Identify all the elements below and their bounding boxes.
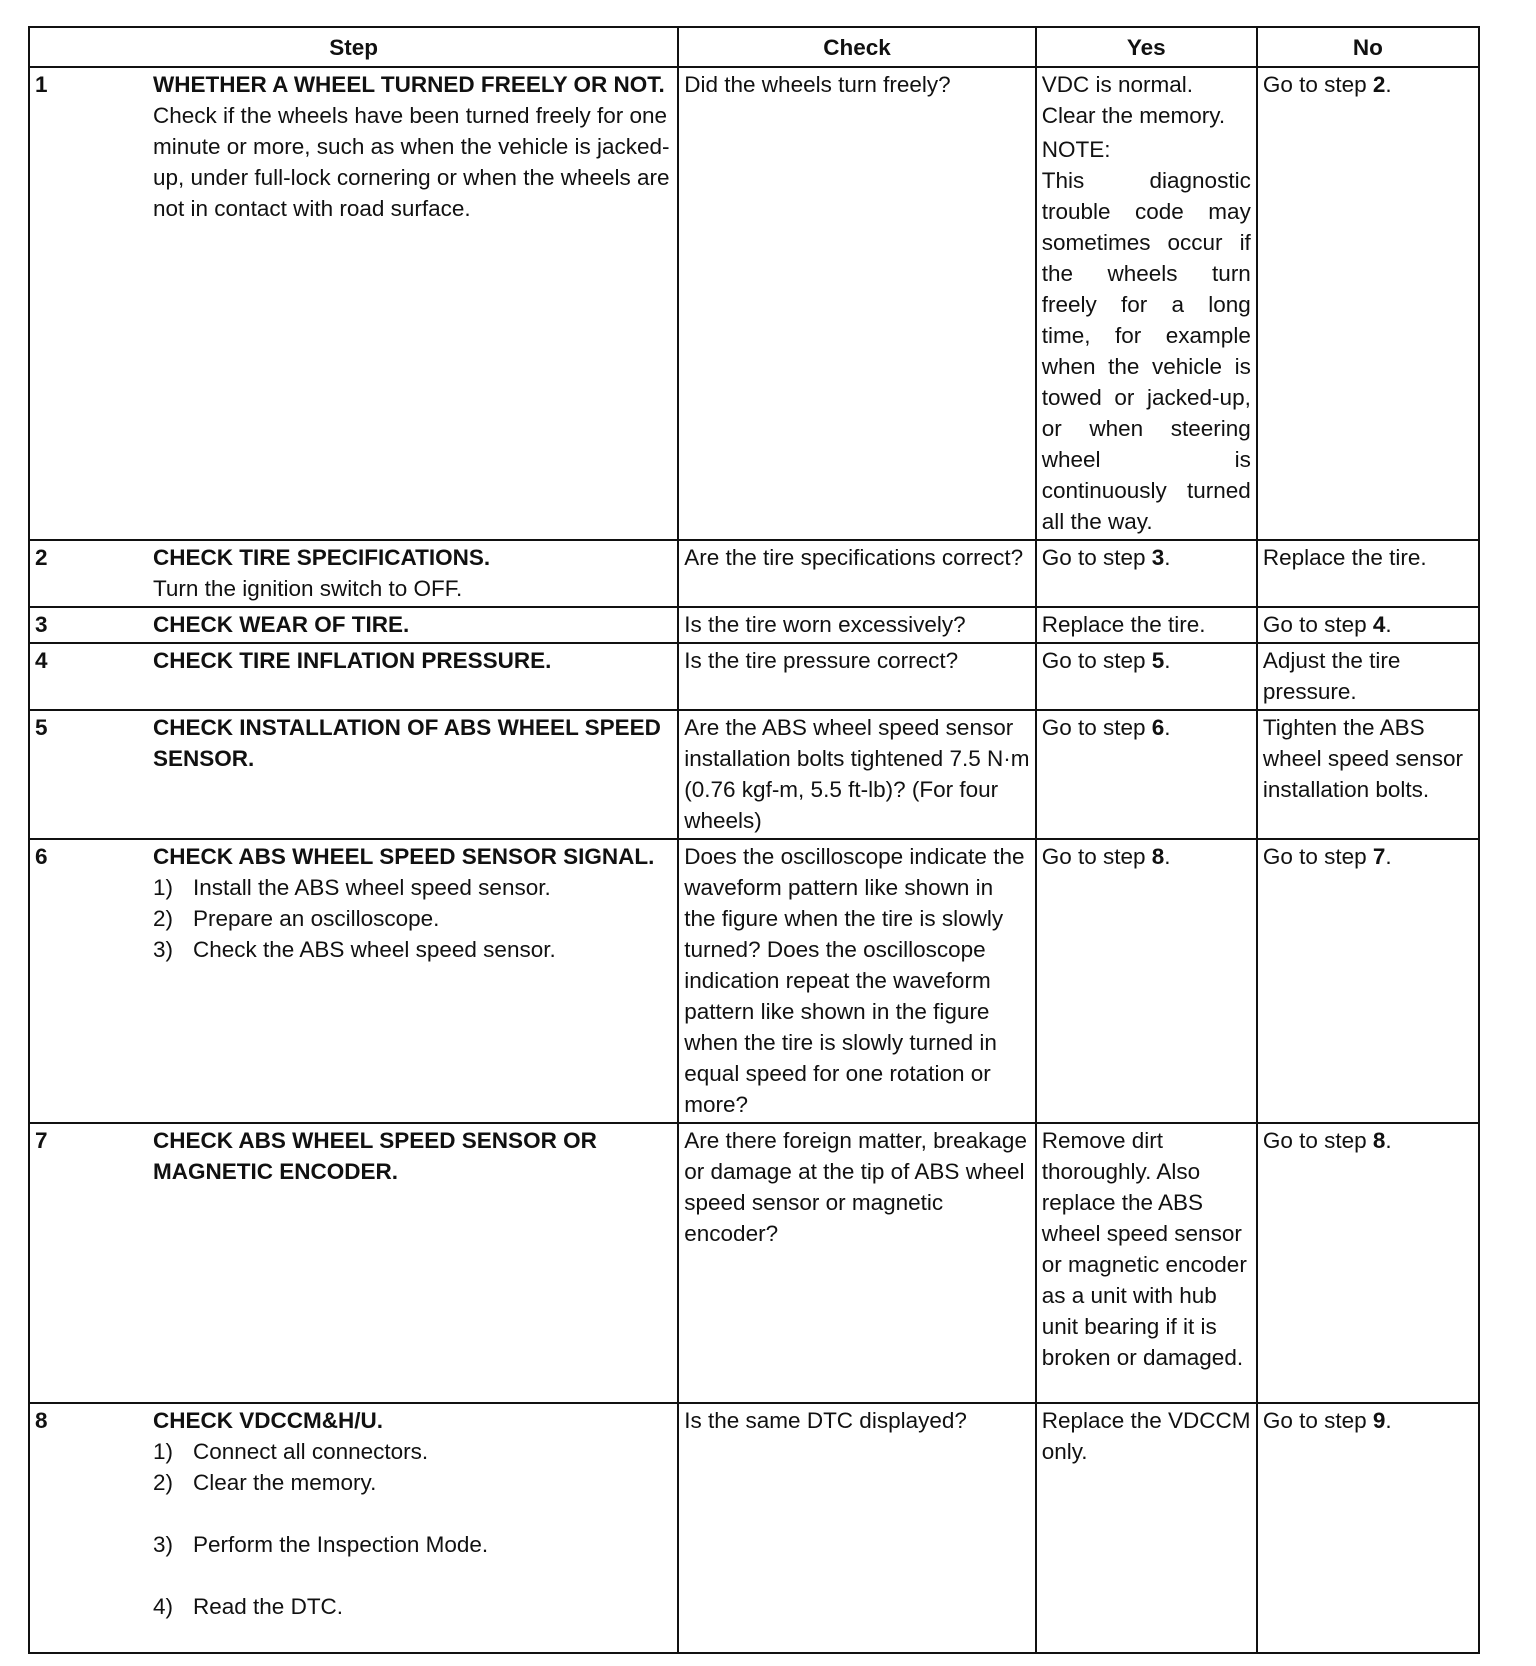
substep-number: 4) — [153, 1594, 174, 1619]
table-row — [29, 1403, 1479, 1653]
goto-step-number: 8 — [1372, 1128, 1386, 1153]
note-text: This diagnostic trouble code may sometimes occur if the wheels turn freely for a long time, for example when the vehicle is towed or jacked-up, or when steering wheel is continuously turned all the way. — [1041, 168, 1251, 534]
diagnostic-table — [28, 26, 1480, 1654]
step-title: CHECK TIRE INFLATION PRESSURE. — [153, 648, 552, 673]
step-number: 8 — [35, 1408, 48, 1433]
table-row — [29, 839, 1479, 1123]
check-cell: Did the wheels turn freely? — [678, 67, 1035, 540]
goto-prefix: Go to step — [1262, 1128, 1367, 1153]
step-cell — [29, 710, 678, 839]
goto-step-number: 2 — [1372, 72, 1386, 97]
step-cell — [29, 1123, 678, 1403]
check-cell: Are the tire specifications correct? — [678, 540, 1035, 607]
check-cell: Are there foreign matter, breakage or damage at the tip of ABS wheel speed sensor or magnetic encoder? — [678, 1123, 1035, 1403]
substep-text: Perform the Inspection Mode. — [193, 1532, 489, 1557]
no-cell — [1257, 607, 1479, 643]
goto-prefix: Go to step — [1262, 844, 1367, 869]
goto-suffix: . — [1385, 612, 1392, 637]
no-cell: Adjust the tire pressure. — [1257, 643, 1479, 710]
no-cell: Replace the tire. — [1257, 540, 1479, 607]
goto-prefix: Go to step — [1262, 1408, 1367, 1433]
substep-item — [153, 1436, 672, 1467]
substep-text: Prepare an oscilloscope. — [193, 906, 440, 931]
substep-item — [153, 903, 672, 934]
goto-step-number: 6 — [1151, 715, 1165, 740]
check-cell: Is the same DTC displayed? — [678, 1403, 1035, 1653]
step-number: 2 — [35, 545, 48, 570]
step-title: CHECK INSTALLATION OF ABS WHEEL SPEED SENSOR. — [153, 715, 661, 771]
step-cell — [29, 607, 678, 643]
substep-text: Check the ABS wheel speed sensor. — [193, 937, 556, 962]
step-title: WHETHER A WHEEL TURNED FREELY OR NOT. — [153, 72, 665, 97]
no-cell — [1257, 839, 1479, 1123]
yes-cell: Replace the tire. — [1036, 607, 1257, 643]
substep-number: 2) — [153, 906, 174, 931]
yes-cell — [1036, 67, 1257, 540]
substep-number: 1) — [153, 875, 174, 900]
header-step: Step — [29, 27, 678, 67]
goto-suffix: . — [1164, 844, 1171, 869]
goto-suffix: . — [1385, 844, 1392, 869]
goto-prefix: Go to step — [1041, 648, 1146, 673]
goto-step-number: 3 — [1151, 545, 1165, 570]
goto-step-number: 4 — [1372, 612, 1386, 637]
yes-text: VDC is normal. Clear the memory. — [1041, 72, 1226, 128]
table-row — [29, 540, 1479, 607]
step-number: 6 — [35, 844, 48, 869]
header-no: No — [1257, 27, 1479, 67]
yes-cell — [1036, 710, 1257, 839]
table-header-row — [29, 27, 1479, 67]
header-yes: Yes — [1036, 27, 1257, 67]
goto-suffix: . — [1164, 648, 1171, 673]
goto-prefix: Go to step — [1041, 545, 1146, 570]
goto-step-number: 9 — [1372, 1408, 1386, 1433]
step-number: 7 — [35, 1128, 48, 1153]
table-row — [29, 643, 1479, 710]
substep-text: Read the DTC. — [193, 1594, 344, 1619]
yes-cell: Remove dirt thoroughly. Also replace the ABS wheel speed sensor or magnetic encoder as a unit with hub unit bearing if it is broken or damaged. — [1036, 1123, 1257, 1403]
goto-suffix: . — [1385, 1408, 1392, 1433]
yes-cell — [1036, 839, 1257, 1123]
substep-item — [153, 1467, 672, 1498]
goto-suffix: . — [1385, 72, 1392, 97]
step-cell — [29, 643, 678, 710]
step-title: CHECK ABS WHEEL SPEED SENSOR OR MAGNETIC ENCODER. — [153, 1128, 597, 1184]
goto-suffix: . — [1164, 715, 1171, 740]
note-label: NOTE: — [1041, 137, 1111, 162]
substep-number: 3) — [153, 937, 174, 962]
no-cell — [1257, 1403, 1479, 1653]
yes-cell — [1036, 540, 1257, 607]
step-title: CHECK WEAR OF TIRE. — [153, 612, 410, 637]
goto-prefix: Go to step — [1262, 72, 1367, 97]
step-number: 3 — [35, 612, 48, 637]
substep-item — [153, 1529, 672, 1560]
table-row — [29, 1123, 1479, 1403]
step-cell — [29, 1403, 678, 1653]
table-row — [29, 710, 1479, 839]
substep-text: Install the ABS wheel speed sensor. — [193, 875, 551, 900]
substep-item — [153, 872, 672, 903]
yes-cell — [1036, 643, 1257, 710]
table-row — [29, 67, 1479, 540]
substep-item — [153, 934, 672, 965]
yes-cell: Replace the VDCCM only. — [1036, 1403, 1257, 1653]
step-title: CHECK ABS WHEEL SPEED SENSOR SIGNAL. — [153, 844, 655, 869]
table-row — [29, 607, 1479, 643]
goto-step-number: 5 — [1151, 648, 1165, 673]
step-number: 4 — [35, 648, 48, 673]
goto-step-number: 7 — [1372, 844, 1386, 869]
step-number: 5 — [35, 715, 48, 740]
substep-number: 3) — [153, 1532, 174, 1557]
step-cell — [29, 540, 678, 607]
substep-number: 1) — [153, 1439, 174, 1464]
goto-prefix: Go to step — [1041, 844, 1146, 869]
substep-item — [153, 1591, 672, 1622]
header-check: Check — [678, 27, 1035, 67]
check-cell: Does the oscilloscope indicate the waveform pattern like shown in the figure when the tire is slowly turned? Does the oscilloscope indication repeat the waveform pattern like shown in the figure when the tire is slowly turned in equal speed for one rotation or more? — [678, 839, 1035, 1123]
step-title: CHECK VDCCM&H/U. — [153, 1408, 383, 1433]
diagnostic-procedure-sheet — [28, 26, 1480, 1654]
step-cell — [29, 67, 678, 540]
step-title: CHECK TIRE SPECIFICATIONS. — [153, 545, 491, 570]
step-description: Turn the ignition switch to OFF. — [153, 576, 463, 601]
no-cell — [1257, 1123, 1479, 1403]
step-number: 1 — [35, 72, 48, 97]
goto-step-number: 8 — [1151, 844, 1165, 869]
goto-prefix: Go to step — [1262, 612, 1367, 637]
no-cell — [1257, 67, 1479, 540]
check-cell: Is the tire pressure correct? — [678, 643, 1035, 710]
goto-suffix: . — [1164, 545, 1171, 570]
goto-prefix: Go to step — [1041, 715, 1146, 740]
substep-text: Clear the memory. — [193, 1470, 377, 1495]
check-cell: Are the ABS wheel speed sensor installation bolts tightened 7.5 N·m (0.76 kgf-m, 5.5 ft-lb)? (For four wheels) — [678, 710, 1035, 839]
step-description: Check if the wheels have been turned freely for one minute or more, such as when the vehicle is jacked-up, under full-lock cornering or when the wheels are not in contact with road surface. — [153, 103, 670, 221]
check-cell: Is the tire worn excessively? — [678, 607, 1035, 643]
step-cell — [29, 839, 678, 1123]
substep-number: 2) — [153, 1470, 174, 1495]
substep-text: Connect all connectors. — [193, 1439, 429, 1464]
goto-suffix: . — [1385, 1128, 1392, 1153]
no-cell: Tighten the ABS wheel speed sensor installation bolts. — [1257, 710, 1479, 839]
